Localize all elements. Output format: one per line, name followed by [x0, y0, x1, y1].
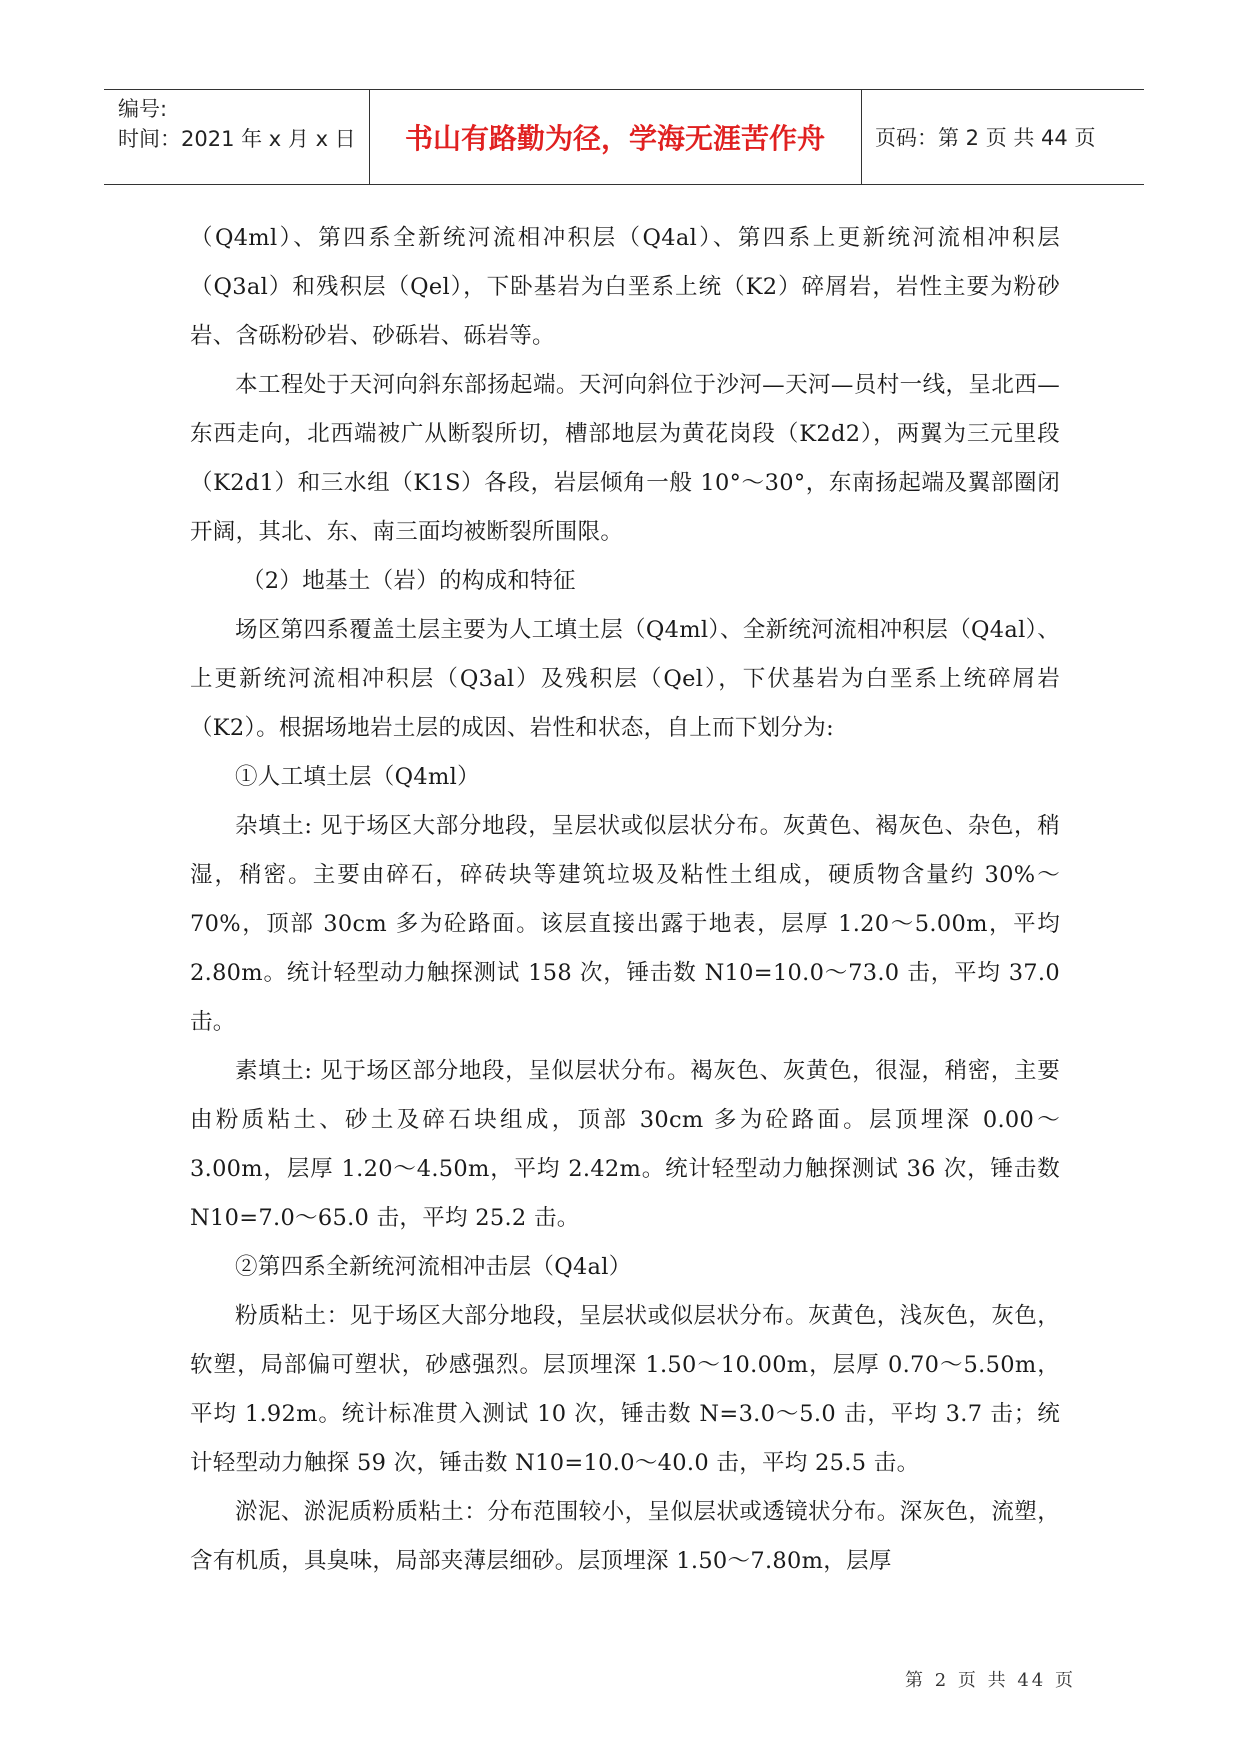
header-meta [118, 94, 356, 154]
subsection-heading: ①人工填土层（Q4ml） [235, 764, 480, 790]
header-divider [369, 90, 370, 184]
subsection-heading: ②第四系全新统河流相冲击层（Q4al） [235, 1254, 632, 1280]
section-heading: （2）地基土（岩）的构成和特征 [242, 568, 576, 594]
body-paragraph: 杂填土: 见于场区大部分地段，呈层状或似层状分布。灰黄色、褐灰色、杂色，稍湿，稍密。主要由碎石，碎砖块等建筑垃圾及粘性土组成，硬质物含量约 30%～70%，顶部 30cm 多为砼路面。该层直接出露于地表，层厚 1.20～5.00m，平均 2.80m。统计轻型动力触探测试 158 次，锤击数 N10=10.0～73.0 击，平均 37.0 击。 [190, 813, 1060, 1035]
page-header [104, 89, 1144, 185]
document-body [190, 214, 1060, 1586]
body-paragraph: 本工程处于天河向斜东部扬起端。天河向斜位于沙河—天河—员村一线，呈北西—东西走向，北西端被广从断裂所切，槽部地层为黄花岗段（K2d2），两翼为三元里段（K2d1）和三水组（K1S）各段，岩层倾角一般 10°～30°，东南扬起端及翼部圈闭开阔，其北、东、南三面均被断裂所围限。 [190, 372, 1060, 545]
header-motto: 书山有路勤为径，学海无涯苦作舟 [404, 122, 825, 155]
header-page-info: 页码：第 2 页 共 44 页 [875, 126, 1096, 150]
body-paragraph: 场区第四系覆盖土层主要为人工填土层（Q4ml）、全新统河流相冲积层（Q4al）、上更新统河流相冲积层（Q3al）及残积层（Qel），下伏基岩为白垩系上统碎屑岩（K2）。根据场地岩土层的成因、岩性和状态，自上而下划分为: [190, 617, 1060, 741]
body-paragraph: 粉质粘土：见于场区大部分地段，呈层状或似层状分布。灰黄色，浅灰色，灰色，软塑，局部偏可塑状，砂感强烈。层顶埋深 1.50～10.00m，层厚 0.70～5.50m，平均 1.92m。统计标准贯入测试 10 次，锤击数 N=3.0～5.0 击，平均 3.7 击；统计轻型动力触探 59 次，锤击数 N10=10.0～40.0 击，平均 25.5 击。 [190, 1303, 1060, 1476]
time-label: 时间：2021 年 x 月 x 日 [118, 127, 356, 151]
page-footer: 第 2 页 共 44 页 [905, 1670, 1076, 1691]
body-paragraph: 淤泥、淤泥质粉质粘土：分布范围较小，呈似层状或透镜状分布。深灰色，流塑，含有机质，具臭味，局部夹薄层细砂。层顶埋深 1.50～7.80m，层厚 [190, 1499, 1060, 1574]
body-paragraph: 素填土: 见于场区部分地段，呈似层状分布。褐灰色、灰黄色，很湿，稍密，主要由粉质粘土、砂土及碎石块组成，顶部 30cm 多为砼路面。层顶埋深 0.00～3.00m，层厚 1.20～4.50m，平均 2.42m。统计轻型动力触探测试 36 次，锤击数 N10=7.0～65.0 击，平均 25.2 击。 [190, 1058, 1060, 1231]
header-divider [861, 90, 862, 184]
body-paragraph: （Q4ml）、第四系全新统河流相冲积层（Q4al）、第四系上更新统河流相冲积层（Q3al）和残积层（Qel），下卧基岩为白垩系上统（K2）碎屑岩，岩性主要为粉砂岩、含砾粉砂岩、砂砾岩、砾岩等。 [190, 225, 1060, 349]
serial-number-label: 编号: [118, 97, 168, 121]
